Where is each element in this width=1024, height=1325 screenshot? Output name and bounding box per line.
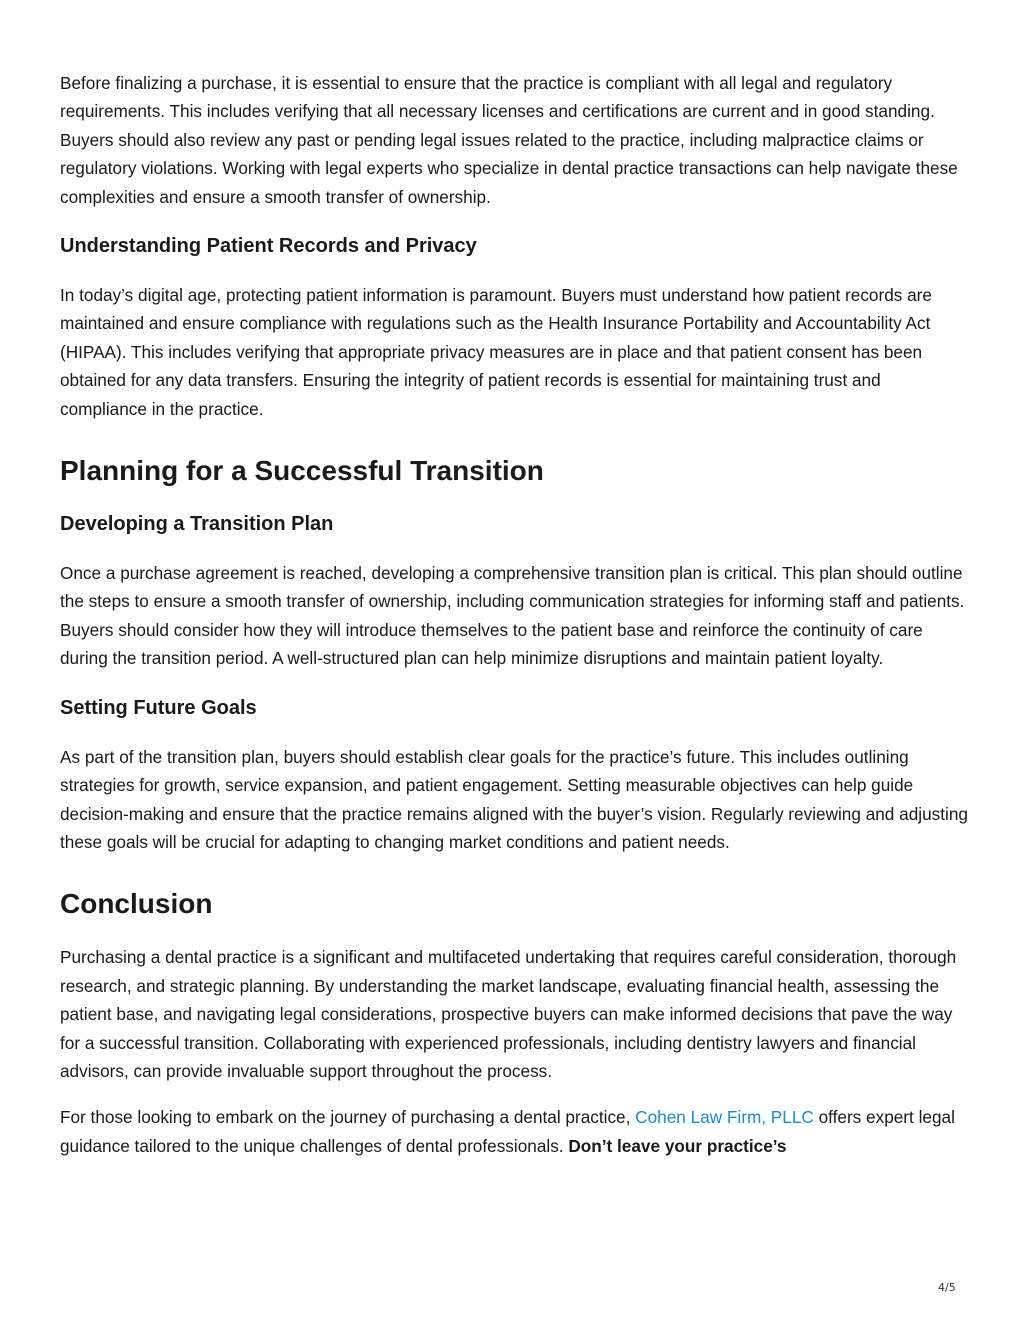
conclusion-heading: Conclusion (60, 888, 213, 920)
patient-records-heading: Understanding Patient Records and Privacy (60, 235, 477, 258)
future-goals-heading: Setting Future Goals (60, 696, 257, 719)
cta-paragraph (60, 1103, 970, 1160)
cohen-law-firm-link[interactable]: Cohen Law Firm, PLLC (635, 1107, 814, 1128)
patient-records-paragraph: In today’s digital age, protecting patient information is paramount. Buyers must understand how patient records are maintained and ensure compliance with regulations such as the Health Insurance Portability and Accountability Act (HIPAA). This includes verifying that appropriate privacy measures are in place and that patient consent has been obtained for any data transfers. Ensuring the integrity of patient records is essential for maintaining trust and compliance in the practice. (60, 285, 932, 419)
cta-bold-text: Don’t leave your practice’s (568, 1135, 787, 1156)
planning-heading: Planning for a Successful Transition (60, 455, 544, 487)
conclusion-paragraph: Purchasing a dental practice is a significant and multifaceted undertaking that requires careful consideration, thorough research, and strategic planning. By understanding the market landscape, evaluating financial health, assessing the patient base, and navigating legal considerations, prospective buyers can make informed decisions that pave the way for a successful transition. Collaborating with experienced professionals, including dentistry lawyers and financial advisors, can provide invaluable support throughout the process. (60, 947, 957, 1081)
cta-text-after-link: offers expert legal guidance tailored to the unique challenges of dental professionals. (60, 1107, 955, 1156)
document-page (60, 69, 970, 1160)
page-number: 4/5 (938, 1281, 956, 1294)
future-goals-paragraph: As part of the transition plan, buyers should establish clear goals for the practice’s future. This includes outlining strategies for growth, service expansion, and patient engagement. Setting measurable objectives can help guide decision-making and ensure that the practice remains aligned with the buyer’s vision. Regularly reviewing and adjusting these goals will be crucial for adapting to changing market conditions and patient needs. (60, 746, 968, 852)
legal-intro-paragraph: Before finalizing a purchase, it is essential to ensure that the practice is compliant with all legal and regulatory requirements. This includes verifying that all necessary licenses and certifications are current and in good standing. Buyers should also review any past or pending legal issues related to the practice, including malpractice claims or regulatory violations. Working with legal experts who specialize in dental practice transactions can help navigate these complexities and ensure a smooth transfer of ownership. (60, 73, 958, 207)
transition-plan-paragraph: Once a purchase agreement is reached, developing a comprehensive transition plan is critical. This plan should outline the steps to ensure a smooth transfer of ownership, including communication strategies for informing staff and patients. Buyers should consider how they will introduce themselves to the patient base and reinforce the continuity of care during the transition period. A well-structured plan can help minimize disruptions and maintain patient loyalty. (60, 563, 965, 669)
cta-text-before-link: For those looking to embark on the journey of purchasing a dental practice, (60, 1107, 636, 1128)
transition-plan-heading: Developing a Transition Plan (60, 513, 334, 536)
